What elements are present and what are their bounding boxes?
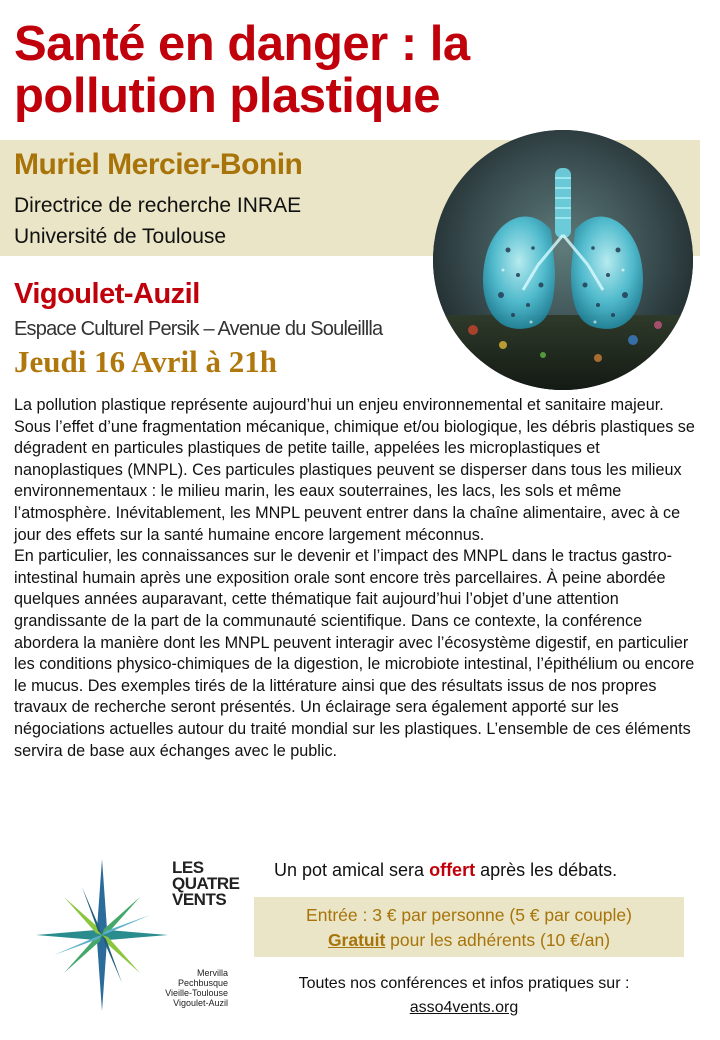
- event-venue: Espace Culturel Persik – Avenue du Souleillla: [14, 318, 383, 340]
- website-link[interactable]: asso4vents.org: [409, 999, 519, 1016]
- more-info-text: Toutes nos conférences et infos pratiques sur :: [298, 975, 630, 992]
- logo-town: Vieille-Toulouse: [165, 988, 228, 998]
- speaker-role: Directrice de recherche INRAE: [14, 194, 302, 217]
- lungs-image: [433, 130, 693, 390]
- title-line-2: pollution plastique: [14, 69, 441, 123]
- reception-text-after: après les débats.: [475, 860, 618, 880]
- logo-towns: [133, 968, 228, 1008]
- description-paragraph-2: En particulier, les connaissances sur le devenir et l’impact des MNPL dans le tractus gastro-intestinal humain après une exposition orale sont encore très parcellaires. À peine abordée quelques années auparavant, cette thématique fait aujourd’hui l’objet d’une attention grandissante de la part de la communauté scientifique. Dans ce contexte, la conférence abordera la manière dont les MNPL peuvent interagir avec l’écosystème digestif, en particulier les conditions physico-chimiques de la digestion, le microbiote intestinal, l’épithélium ou encore le mucus. Des exemples tirés de la littérature ainsi que des résultats issus de nos propres travaux de recherche seront présentés. Un éclairage sera également apporté sur les négociations actuelles autour du traité mondial sur les plastiques. L’ensemble de ces éléments servira de base aux échanges avec le public.: [14, 547, 695, 760]
- page-title: [14, 18, 614, 122]
- lungs-illustration: [433, 130, 693, 390]
- price-entry: Entrée : 3 € par personne (5 € par couple): [306, 905, 632, 925]
- speaker-affiliation: Université de Toulouse: [14, 225, 227, 248]
- price-members: [254, 930, 684, 951]
- logo-town: Vigoulet-Auzil: [173, 998, 228, 1008]
- price-gratuit: Gratuit: [327, 930, 386, 950]
- price-members-rest: pour les adhérents (10 €/an): [385, 930, 611, 950]
- description-paragraph-1: La pollution plastique représente aujourd’hui un enjeu environnemental et sanitaire majeur. Sous l’effet d’une fragmentation mécanique, chimique et/ou biologique, les débris plastiques se dégradent en particules plastiques de petite taille, appelées les microplastiques et nanoplastiques (MNPL). Ces particules plastiques peuvent se disperser dans tous les milieux environnementaux : le milieu marin, les eaux souterraines, les lacs, les sols et même l’atmosphère. Inévitablement, les MNPL peuvent entrer dans la chaîne alimentaire, avec à ce jour des effets sur la santé humaine encore largement méconnus.: [14, 396, 695, 544]
- logo-wordmark: [172, 860, 252, 908]
- title-line-1: Santé en danger : la: [14, 17, 470, 71]
- logo-line-1: LES: [172, 858, 204, 877]
- logo-town: Pechbusque: [177, 978, 228, 988]
- speaker-name: Muriel Mercier-Bonin: [14, 148, 303, 181]
- event-date: Jeudi 16 Avril à 21h: [14, 344, 277, 379]
- reception-text-before: Un pot amical sera: [274, 860, 430, 880]
- description: [14, 395, 704, 762]
- event-place: Vigoulet-Auzil: [14, 278, 200, 310]
- logo-town: Mervilla: [196, 968, 228, 978]
- reception-notice: [274, 860, 617, 881]
- reception-offert: offert: [429, 860, 476, 880]
- logo-line-2: QUATRE: [172, 874, 240, 893]
- logo-line-3: VENTS: [172, 890, 227, 909]
